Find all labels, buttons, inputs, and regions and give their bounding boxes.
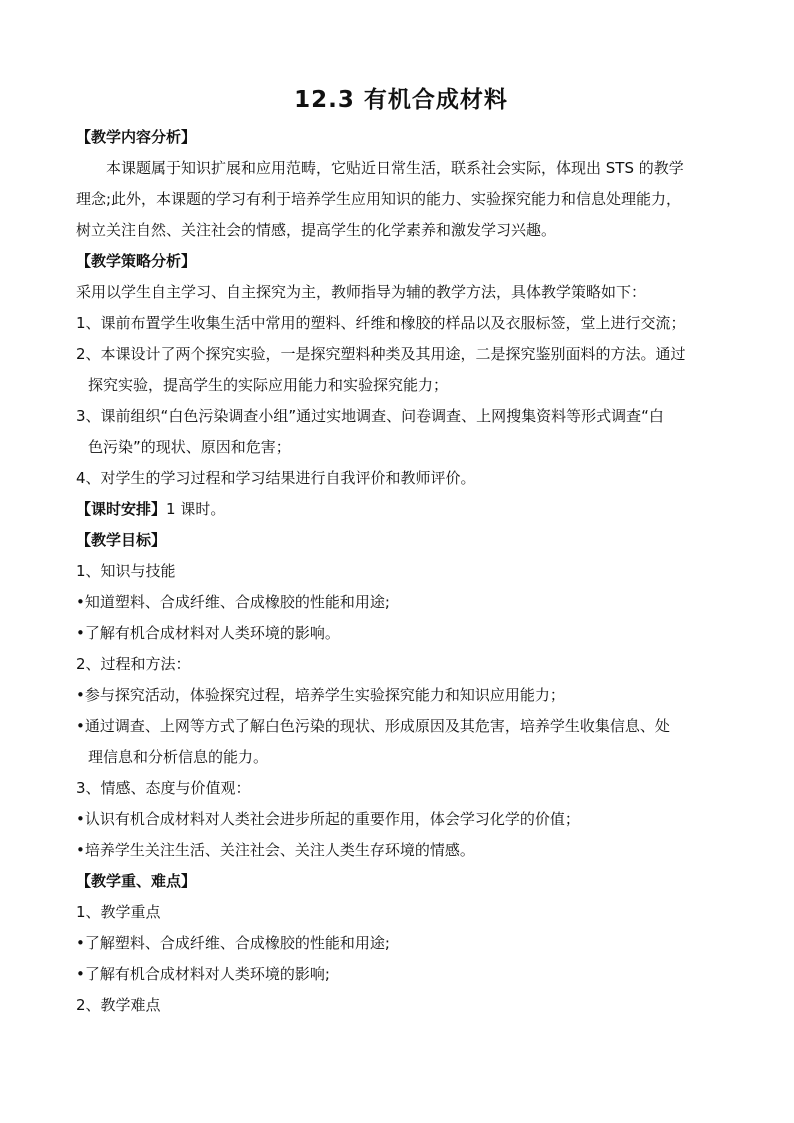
schedule-text: 1 课时。 [166, 500, 226, 518]
subsection-label: 2、教学难点 [76, 996, 161, 1014]
bullet-item: •了解有机合成材料对人类环境的影响。 [76, 624, 340, 642]
bullet-item-continuation: 理信息和分析信息的能力。 [88, 748, 269, 766]
bullet-item: •知道塑料、合成纤维、合成橡胶的性能和用途; [76, 593, 390, 611]
section-heading-strategy-analysis: 【教学策略分析】 [76, 252, 197, 270]
bullet-item: •通过调查、上网等方式了解白色污染的现状、形成原因及其危害，培养学生收集信息、处 [76, 717, 670, 735]
subsection-label: 3、情感、态度与价值观： [76, 779, 251, 797]
paragraph-line: 树立关注自然、关注社会的情感，提高学生的化学素养和激发学习兴趣。 [76, 221, 557, 239]
subsection-label: 1、知识与技能 [76, 562, 176, 580]
list-item-continuation: 探究实验，提高学生的实际应用能力和实验探究能力； [88, 376, 449, 394]
list-item-continuation: 色污染”的现状、原因和危害； [88, 438, 291, 456]
document-page [76, 80, 726, 1021]
section-heading-schedule [76, 494, 726, 525]
bullet-item: •了解塑料、合成纤维、合成橡胶的性能和用途; [76, 934, 390, 952]
subsection-label: 2、过程和方法： [76, 655, 191, 673]
paragraph-line: 本课题属于知识扩展和应用范畴，它贴近日常生活，联系社会实际，体现出 STS 的教学 [106, 159, 684, 177]
section-heading-objectives: 【教学目标】 [76, 531, 167, 549]
paragraph-line: 理念;此外，本课题的学习有利于培养学生应用知识的能力、实验探究能力和信息处理能力， [76, 190, 682, 208]
bullet-item: •培养学生关注生活、关注社会、关注人类生存环境的情感。 [76, 841, 475, 859]
paragraph-line: 采用以学生自主学习、自主探究为主，教师指导为辅的教学方法，具体教学策略如下： [76, 283, 647, 301]
bullet-item: •认识有机合成材料对人类社会进步所起的重要作用，体会学习化学的价值； [76, 810, 580, 828]
bullet-item: •了解有机合成材料对人类环境的影响; [76, 965, 330, 983]
bullet-item: •参与探究活动，体验探究过程，培养学生实验探究能力和知识应用能力； [76, 686, 565, 704]
list-item: 2、本课设计了两个探究实验，一是探究塑料种类及其用途，二是探究鉴别面料的方法。通过 [76, 345, 686, 363]
section-heading-label: 【课时安排】 [76, 500, 167, 518]
section-heading-key-points: 【教学重、难点】 [76, 872, 197, 890]
page-title: 12.3 有机合成材料 [294, 87, 508, 113]
list-item: 3、课前组织“白色污染调查小组”通过实地调查、问卷调查、上网搜集资料等形式调查“白 [76, 407, 664, 425]
list-item: 1、课前布置学生收集生活中常用的塑料、纤维和橡胶的样品以及衣服标签，堂上进行交流； [76, 314, 686, 332]
section-heading-content-analysis: 【教学内容分析】 [76, 128, 197, 146]
list-item: 4、对学生的学习过程和学习结果进行自我评价和教师评价。 [76, 469, 476, 487]
subsection-label: 1、教学重点 [76, 903, 161, 921]
